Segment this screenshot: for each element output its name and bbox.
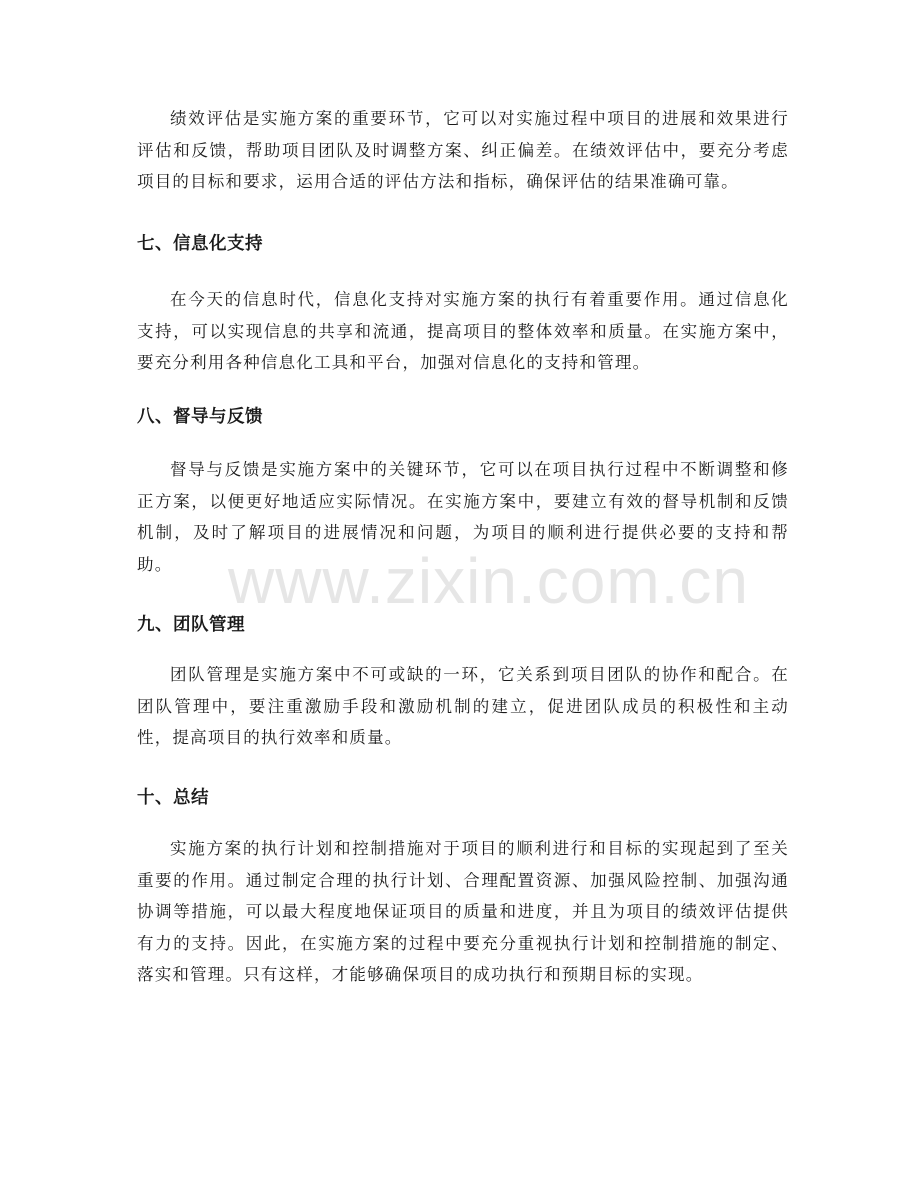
section-body-team-management: 团队管理是实施方案中不可或缺的一环，它关系到项目团队的协作和配合。在团队管理中，要注重激励手段和激励机制的建立，促进团队成员的积极性和主动性，提高项目的执行效率和质量。 xyxy=(137,665,789,747)
section-heading-supervision-feedback: 八、督导与反馈 xyxy=(137,407,263,427)
section-body-summary: 实施方案的执行计划和控制措施对于项目的顺利进行和目标的实现起到了至关重要的作用。通过制定合理的执行计划、合理配置资源、加强风险控制、加强沟通协调等措施，可以最大程度地保证项目的质量和进度，并且为项目的绩效评估提供有力的支持。因此，在实施方案的过程中要充分重视执行计划和控制措施的制定、落实和管理。只有这样，才能够确保项目的成功执行和预期目标的实现。 xyxy=(137,839,789,984)
section-body-supervision-feedback: 督导与反馈是实施方案中的关键环节，它可以在项目执行过程中不断调整和修正方案，以便更好地适应实际情况。在实施方案中，要建立有效的督导机制和反馈机制，及时了解项目的进展情况和问题，为项目的顺利进行提供必要的支持和帮助。 xyxy=(137,460,789,574)
section-heading-team-management: 九、团队管理 xyxy=(137,615,245,635)
section-heading-information-support: 七、信息化支持 xyxy=(137,234,263,254)
section-body-information-support: 在今天的信息时代，信息化支持对实施方案的执行有着重要作用。通过信息化支持，可以实现信息的共享和流通，提高项目的整体效率和质量。在实施方案中，要充分利用各种信息化工具和平台，加强对信息化的支持和管理。 xyxy=(137,290,789,372)
section-heading-summary: 十、总结 xyxy=(137,788,209,808)
watermark-text: www.zixin.com.cn xyxy=(228,545,749,617)
paragraph-performance-evaluation: 绩效评估是实施方案的重要环节，它可以对实施过程中项目的进展和效果进行评估和反馈，帮助项目团队及时调整方案、纠正偏差。在绩效评估中，要充分考虑项目的目标和要求，运用合适的评估方法和指标，确保评估的结果准确可靠。 xyxy=(137,109,789,191)
